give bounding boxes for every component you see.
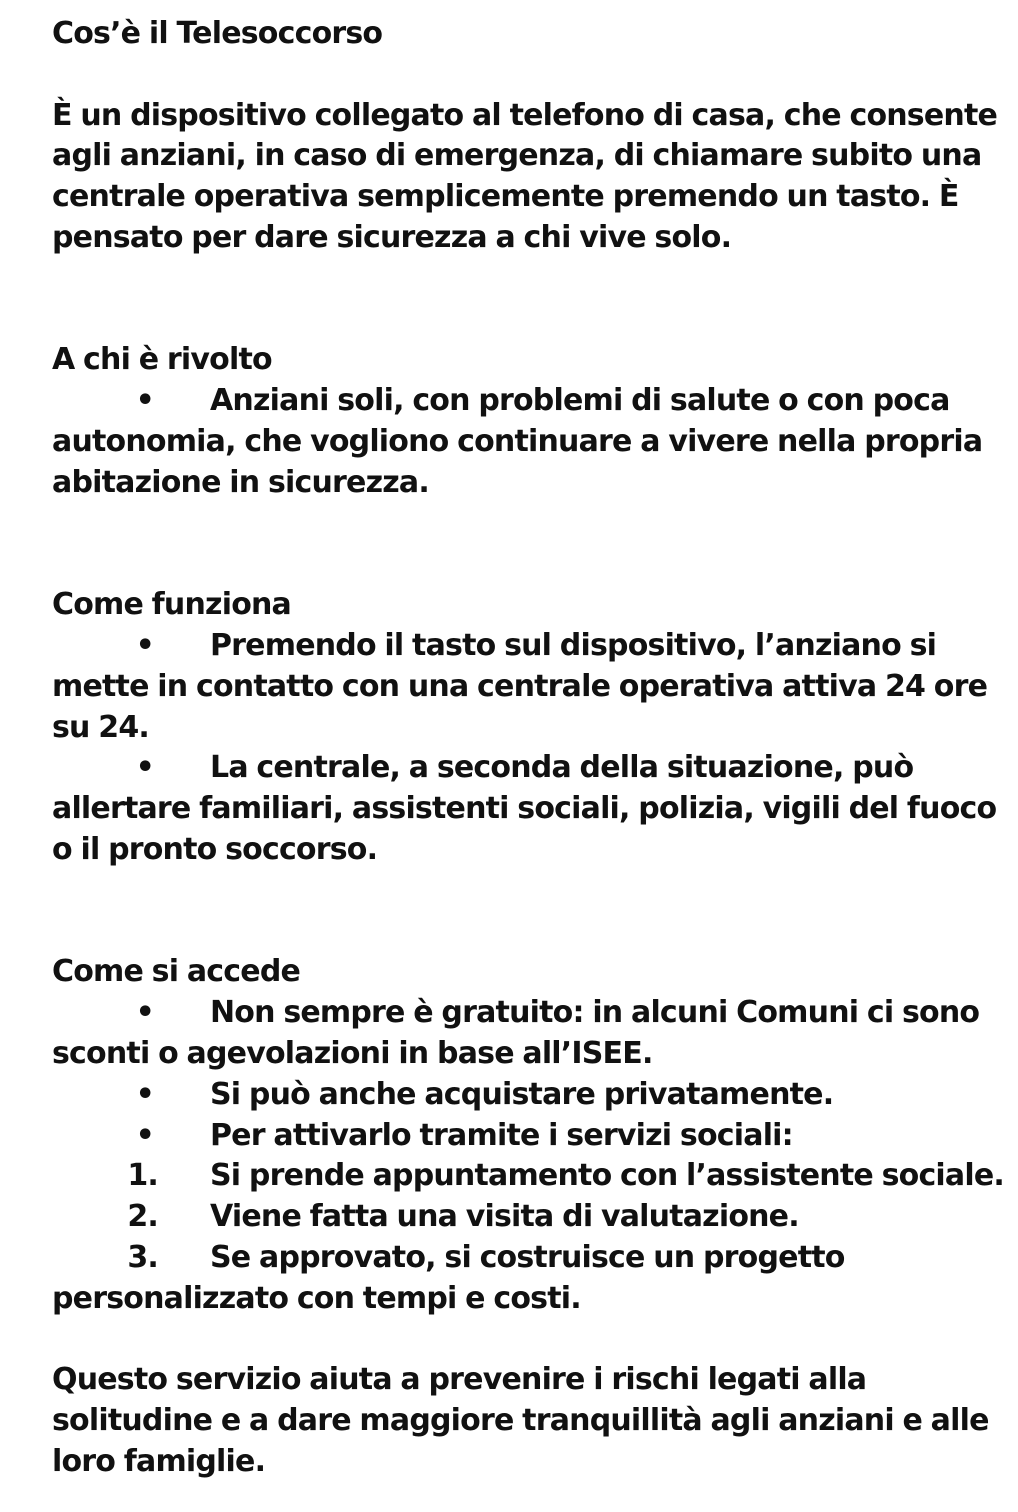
paragraph-line: loro famiglie. — [52, 1443, 266, 1479]
numbered-item-text: Se approvato, si costruisce un progetto — [210, 1239, 845, 1275]
paragraph-line: È un dispositivo collegato al telefono di casa, che consente — [52, 97, 998, 133]
list-item-continuation: autonomia, che vogliono continuare a vivere nella propria — [52, 423, 983, 459]
list-item — [52, 381, 1014, 422]
document-body — [52, 14, 1014, 1483]
intro-paragraph — [52, 96, 1014, 259]
section-access — [52, 952, 1014, 1319]
section-heading: Come si accede — [52, 954, 301, 990]
closing-paragraph — [52, 1360, 1014, 1482]
bullet-marker: • — [135, 750, 154, 786]
number-marker: 2. — [127, 1199, 158, 1235]
paragraph-line: centrale operativa semplicemente premendo un tasto. È — [52, 179, 959, 215]
list-item — [52, 626, 1014, 667]
list-item-continuation: mette in contatto con una centrale operativa attiva 24 ore — [52, 668, 988, 704]
bullet-marker: • — [135, 1076, 154, 1112]
spacer — [52, 259, 1014, 341]
list-item-text: Non sempre è gratuito: in alcuni Comuni ci sono — [210, 995, 980, 1031]
list-item-continuation: sconti o agevolazioni in base all’ISEE. — [52, 1035, 653, 1071]
list-item-continuation: allertare familiari, assistenti sociali, polizia, vigili del fuoco — [52, 791, 997, 827]
spacer — [52, 55, 1014, 96]
numbered-item-text: Viene fatta una visita di valutazione. — [210, 1199, 799, 1235]
list-item-text: Per attivarlo tramite i servizi sociali: — [210, 1117, 793, 1153]
numbered-item — [52, 1156, 1014, 1197]
numbered-item — [52, 1197, 1014, 1238]
paragraph-line: pensato per dare sicurezza a chi vive solo. — [52, 219, 732, 255]
number-marker: 3. — [127, 1239, 158, 1275]
section-how — [52, 585, 1014, 871]
paragraph-line: agli anziani, in caso di emergenza, di chiamare subito una — [52, 138, 982, 174]
spacer — [52, 504, 1014, 586]
bullet-marker: • — [135, 383, 154, 419]
spacer — [52, 871, 1014, 953]
numbered-item-continuation: personalizzato con tempi e costi. — [52, 1280, 581, 1316]
bullet-marker: • — [135, 1117, 154, 1153]
paragraph-line: solitudine e a dare maggiore tranquillità agli anziani e alle — [52, 1403, 989, 1439]
list-item-text: Premendo il tasto sul dispositivo, l’anziano si — [210, 627, 937, 663]
list-item-continuation: su 24. — [52, 709, 150, 745]
section-heading: A chi è rivolto — [52, 342, 272, 378]
numbered-item-text: Si prende appuntamento con l’assistente sociale. — [210, 1158, 1004, 1194]
paragraph-line: Questo servizio aiuta a prevenire i rischi legati alla — [52, 1362, 867, 1398]
bullet-marker: • — [135, 627, 154, 663]
number-marker: 1. — [127, 1158, 158, 1194]
list-item-text: Si può anche acquistare privatamente. — [210, 1076, 834, 1112]
section-target — [52, 340, 1014, 503]
section-heading: Come funziona — [52, 587, 292, 623]
spacer — [52, 1320, 1014, 1361]
list-item — [52, 748, 1014, 789]
bullet-marker: • — [135, 995, 154, 1031]
numbered-item — [52, 1238, 1014, 1279]
list-item-continuation: abitazione in sicurezza. — [52, 464, 429, 500]
list-item-continuation: o il pronto soccorso. — [52, 831, 378, 867]
list-item — [52, 1116, 1014, 1157]
list-item — [52, 1075, 1014, 1116]
page-title: Cos’è il Telesoccorso — [52, 16, 383, 51]
list-item-text: La centrale, a seconda della situazione, può — [210, 750, 914, 786]
list-item-text: Anziani soli, con problemi di salute o con poca — [210, 383, 950, 419]
list-item — [52, 993, 1014, 1034]
